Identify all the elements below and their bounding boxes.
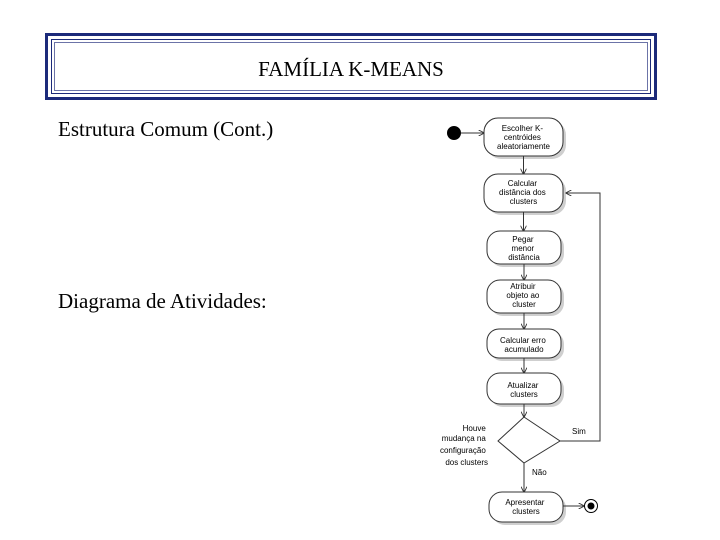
activity-line: Atribuir [510,282,536,291]
activity-apresentar-clusters [489,492,563,522]
subtitle: Estrutura Comum (Cont.) [58,117,274,141]
slide-title: FAMÍLIA K-MEANS [258,57,444,81]
activity-calcular-erro [487,329,561,358]
end-node [585,500,598,513]
activity-diagram [420,105,620,530]
title-frame [45,33,657,100]
start-node [447,126,461,140]
activity-line: objeto ao [506,291,540,300]
decision-line: Houve [462,424,486,433]
no-label: Não [532,468,547,477]
svg-text:Calcular erro acumulado [500,336,548,354]
activity-line: Calcular erro [499,336,546,345]
svg-text:Escolher K- centróides [497,124,550,151]
activity-line: distância [508,253,540,262]
activity-line: Escolher K- [501,124,544,133]
activity-pegar-menor-distancia [487,231,561,264]
decision-diamond [498,417,560,463]
activity-escolher-centroides [484,118,563,156]
svg-text:Pegar menor distân [508,235,540,262]
activity-atribuir-objeto [487,280,561,313]
svg-text:Houve mudança na c [440,424,488,467]
activity-line: Atualizar [507,381,539,390]
activity-line: acumulado [504,345,544,354]
activity-calcular-distancia [484,174,563,212]
activity-line: cluster [512,300,536,309]
activity-line: clusters [510,390,538,399]
activity-line: clusters [509,197,538,206]
activity-line: Apresentar [505,498,545,507]
activity-line: clusters [512,507,540,516]
yes-label: Sim [572,427,586,436]
activity-line: Calcular [507,179,538,188]
decision-line: configuração [439,446,486,455]
activity-line: menor [511,244,535,253]
section-label: Diagrama de Atividades: [58,289,267,313]
activity-line: aleatoriamente [497,142,550,151]
decision-question [440,424,488,467]
svg-text:Atualizar clusters [507,381,540,399]
activity-line: distância dos [499,188,546,197]
decision-line: dos clusters [445,458,488,467]
decision-line: mudança na [441,434,486,443]
activity-line: centróides [503,133,541,142]
activity-line: Pegar [512,235,534,244]
activity-atualizar-clusters [487,373,561,404]
